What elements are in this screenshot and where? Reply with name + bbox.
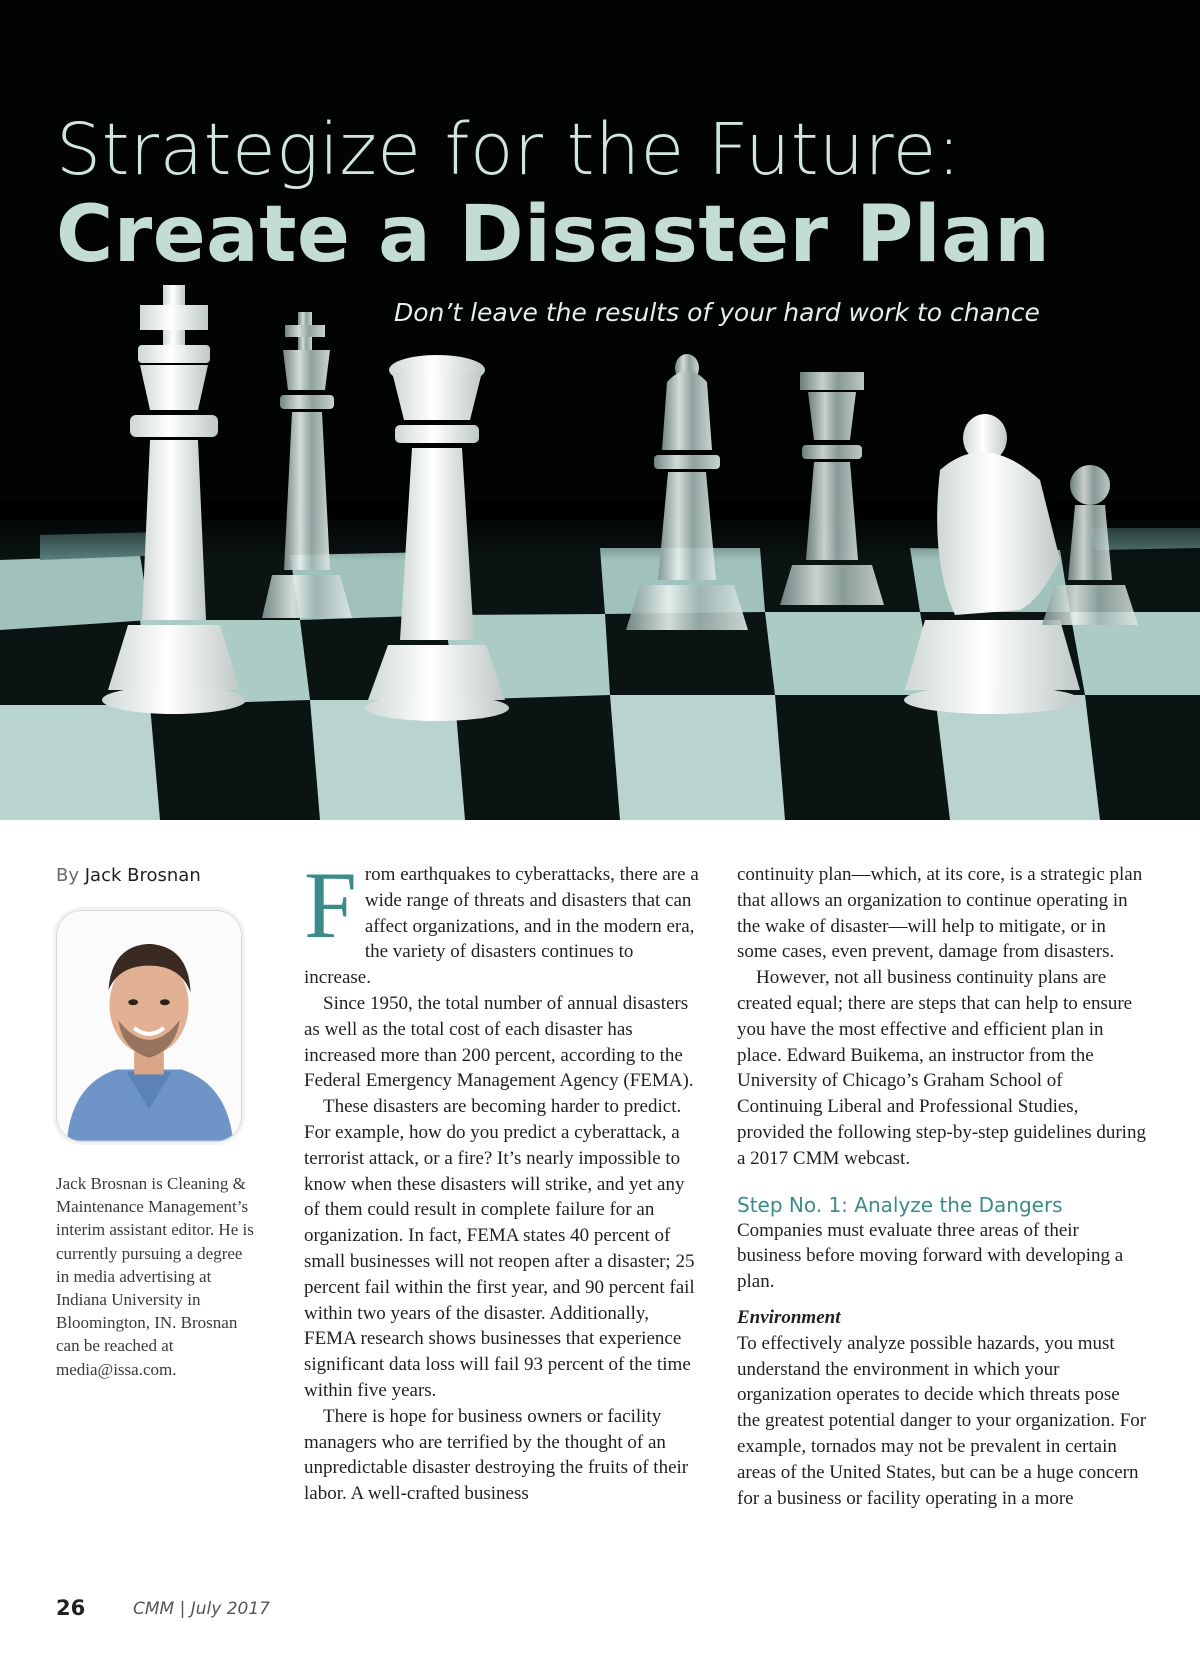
- headline-line-2: Create a Disaster Plan: [56, 190, 1051, 280]
- paragraph-3: These disasters are becoming harder to predict. For example, how do you predict a cyberattack, a terrorist attack, or a fire? It’s nearly impossible to know when these disasters will strike, and yet any of them could result in complete failure for an organization. In fact, FEMA states 40 percent of small businesses will not reopen after a disaster; 25 percent fail within the first year, and 90 percent fail within two years of the disaster. Additionally, FEMA research shows businesses that experience significant data loss will fail 93 percent of the time within five years.: [304, 1096, 695, 1401]
- paragraph-8: To effectively analyze possible hazards, you must understand the environment in which your organization operates to decide which threats pose the greatest potential danger to your organization. For example, tornados may not be prevalent in certain areas of the United States, but can be a huge concern for a business or facility operating in a more: [737, 1332, 1147, 1509]
- folio-line: CMM | July 2017: [133, 1599, 270, 1619]
- paragraph-1: [304, 852, 704, 991]
- author-bio: Jack Brosnan is Cleaning & Maintenance Management’s interim assistant editor. He is currently pursuing a degree in media advertising at Indiana University in Bloomington, IN. Brosnan can be reached at media@issa.com.: [56, 1174, 254, 1379]
- author-photo: [56, 910, 242, 1142]
- paragraph-7: Companies must evaluate three areas of their business before moving forward with developing a plan.: [737, 1219, 1124, 1293]
- byline-author: Jack Brosnan: [84, 865, 201, 886]
- byline-prefix: By: [56, 865, 80, 886]
- drop-cap: F: [304, 852, 357, 958]
- paragraph-2: Since 1950, the total number of annual disasters as well as the total cost of each disaster has increased more than 200 percent, according to the Federal Emergency Management Agency (FEMA).: [304, 992, 694, 1092]
- paragraph-5: continuity plan—which, at its core, is a strategic plan that allows an organization to continue operating in the wake of disaster—will help to mitigate, or in some cases, even prevent, damage from disasters.: [737, 864, 1143, 963]
- article-column-1: [304, 852, 704, 1507]
- hero-banner: [0, 0, 1200, 820]
- byline: [56, 865, 201, 886]
- subsection-heading: Environment: [737, 1306, 841, 1328]
- article-column-2: [737, 862, 1147, 1511]
- author-portrait-illustration: [57, 911, 241, 1141]
- paragraph-1-text: rom earthquakes to cyberattacks, there are a wide range of threats and disasters that can affect organizations, and in the modern era, the variety of disasters continues to increase.: [304, 864, 699, 989]
- paragraph-4: There is hope for business owners or facility managers who are terrified by the thought of an unpredictable disaster destroying the fruits of their labor. A well-crafted business: [304, 1405, 689, 1505]
- page-number: 26: [56, 1596, 86, 1620]
- section-heading: Step No. 1: Analyze the Dangers: [737, 1192, 1063, 1217]
- paragraph-6: However, not all business continuity plans are created equal; there are steps that can help to ensure you have the most effective and efficient plan in place. Edward Buikema, an instructor from the University of Chicago’s Graham School of Continuing Liberal and Professional Studies, provided the following step-by-step guidelines during a 2017 CMM webcast.: [737, 967, 1146, 1169]
- headline-line-1: Strategize for the Future:: [56, 108, 962, 191]
- deck-subtitle: Don’t leave the results of your hard work to chance: [394, 298, 1040, 327]
